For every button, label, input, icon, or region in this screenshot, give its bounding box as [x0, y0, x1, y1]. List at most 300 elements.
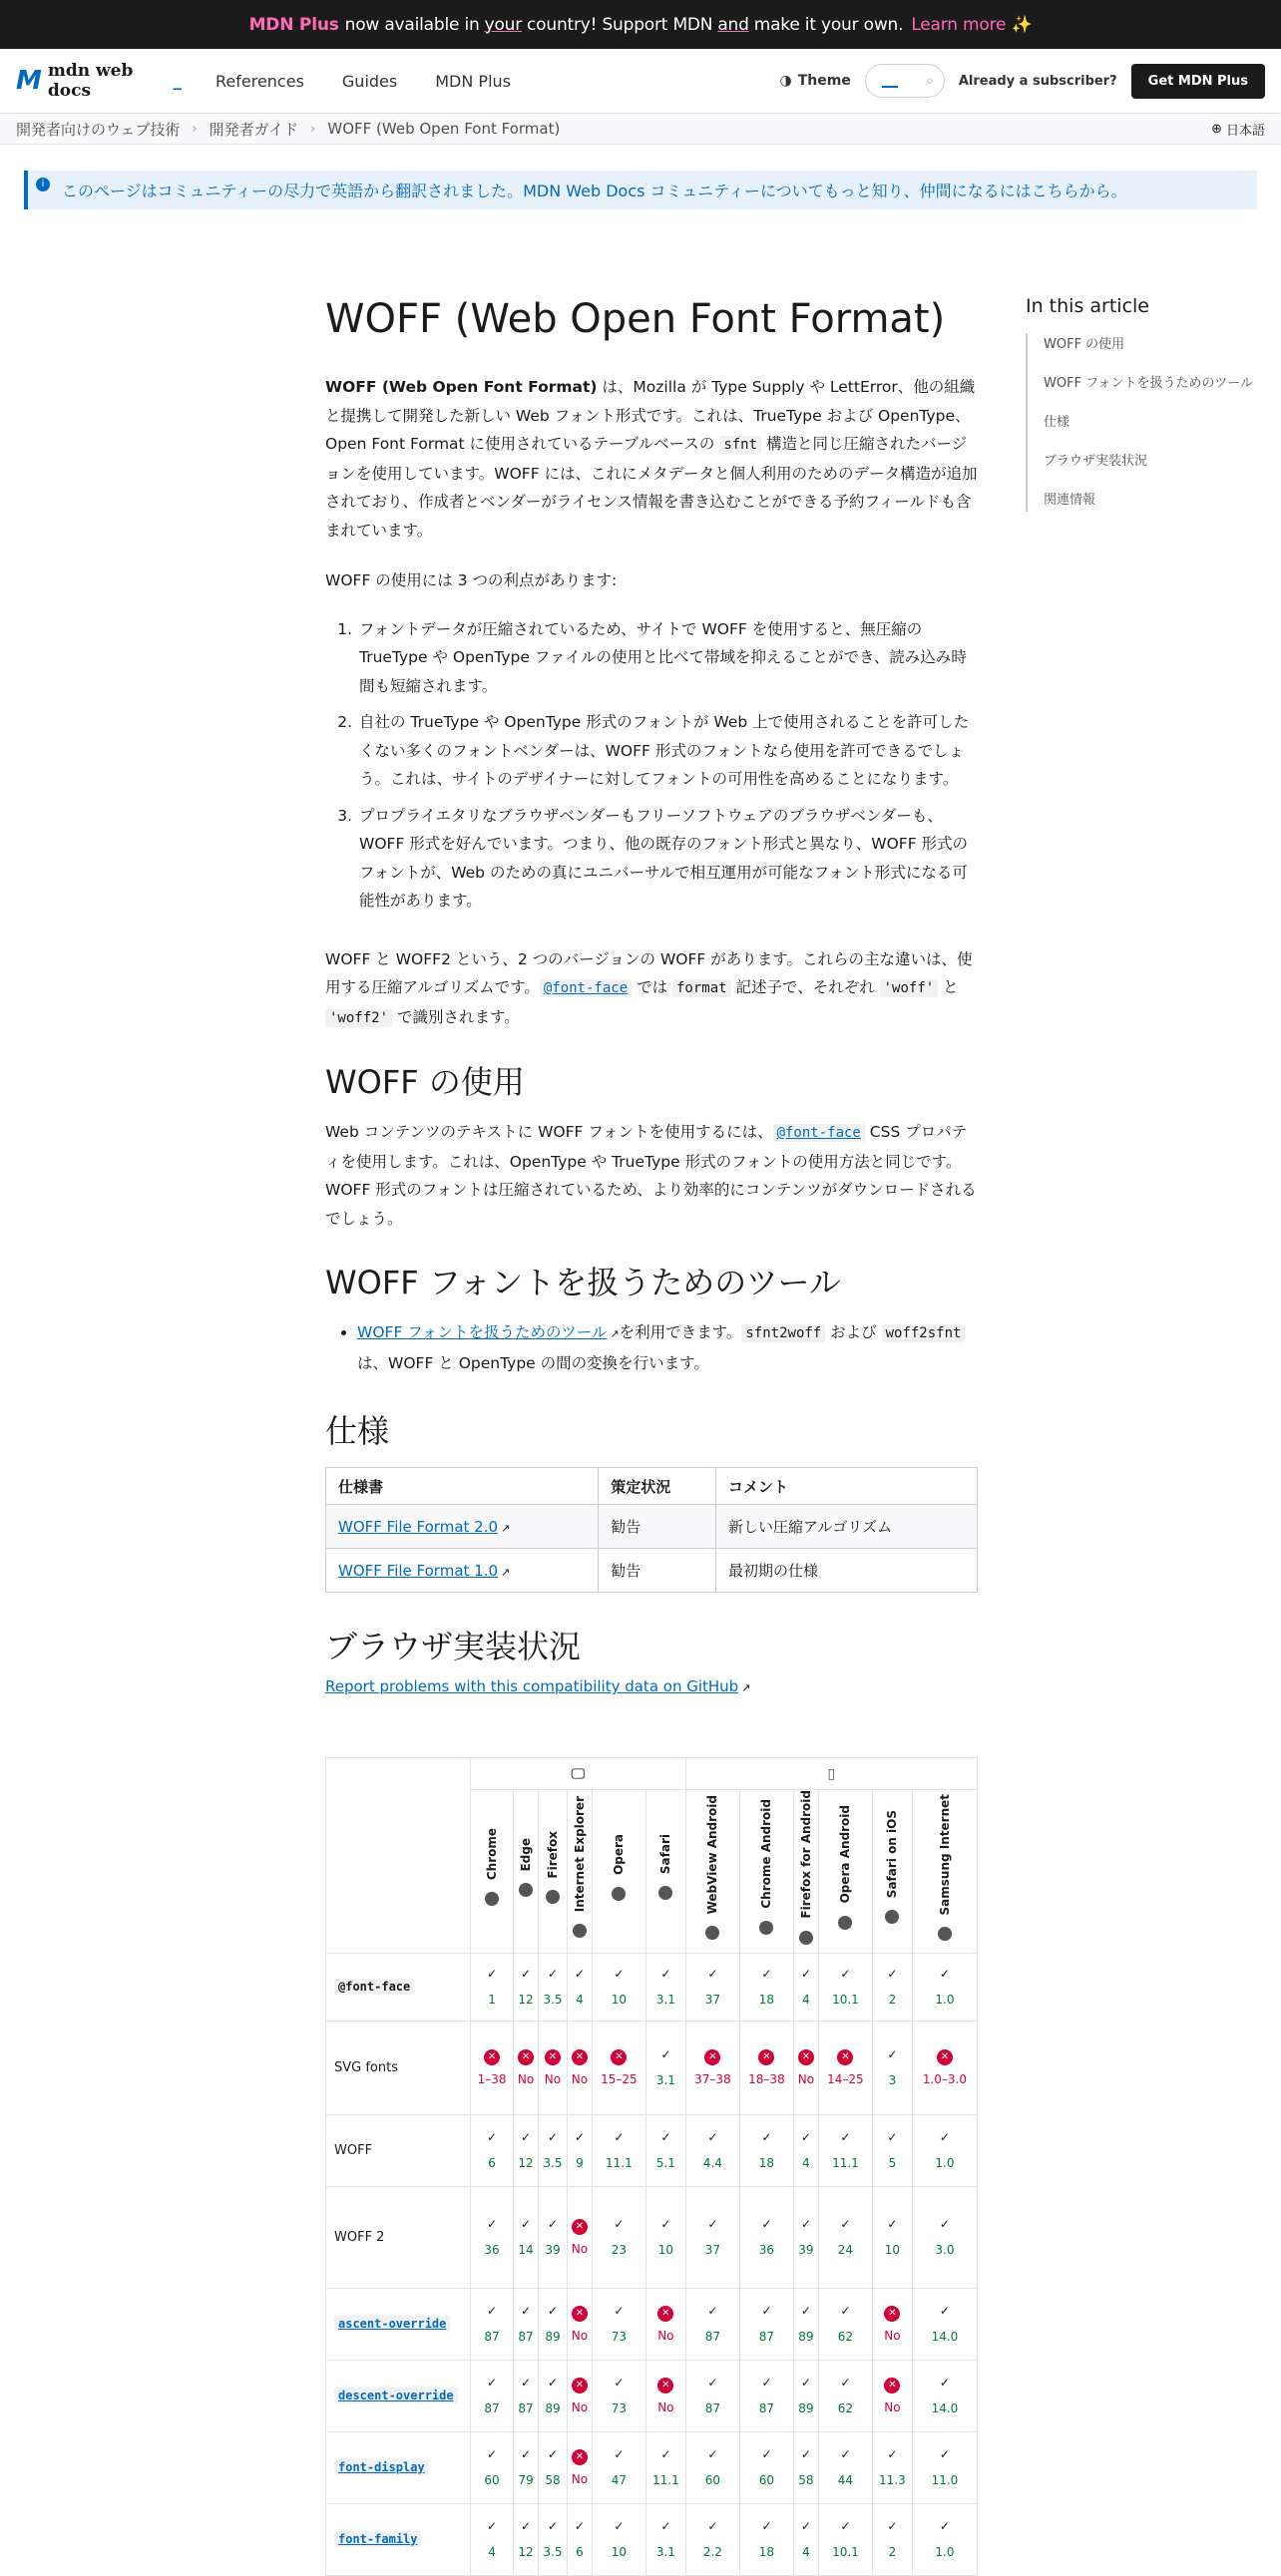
version-label: 10 — [611, 2545, 628, 2560]
check-icon: ✓ — [547, 2130, 558, 2145]
support-cell[interactable] — [872, 2431, 912, 2503]
banner-text: make it your own. — [753, 14, 904, 35]
spec-link[interactable]: WOFF File Format 1.0 — [338, 1561, 499, 1580]
version-label: 4 — [802, 2545, 810, 2560]
version-label: 2 — [888, 2545, 897, 2560]
feature-name[interactable]: descent-override — [334, 2388, 458, 2403]
browser-logo-icon — [705, 1926, 719, 1940]
spec-link[interactable]: WOFF File Format 2.0 — [338, 1517, 499, 1536]
heading-spec: 仕様 — [325, 1412, 390, 1450]
support-cell[interactable] — [739, 2288, 793, 2360]
support-cell[interactable] — [739, 2360, 793, 2431]
mdn-logo[interactable] — [16, 61, 182, 101]
feature-name[interactable]: font-display — [334, 2459, 429, 2475]
feature-name[interactable]: ascent-override — [334, 2316, 450, 2332]
toc-item[interactable]: WOFF の使用 — [1044, 337, 1125, 352]
font-face-link[interactable] — [773, 1123, 865, 1141]
support-cell[interactable] — [514, 2360, 539, 2431]
support-cell[interactable] — [471, 1953, 514, 2021]
version-label: 6 — [488, 2156, 496, 2171]
support-cell[interactable] — [514, 2503, 539, 2575]
check-icon: ✓ — [614, 2304, 625, 2319]
version-label: 9 — [576, 2156, 584, 2171]
check-icon: ✓ — [614, 1967, 625, 1982]
version-label: 1–38 — [477, 2072, 507, 2087]
check-icon: ✓ — [707, 2217, 718, 2232]
support-cell[interactable] — [592, 2021, 645, 2114]
support-cell[interactable] — [818, 2288, 872, 2360]
check-icon: ✓ — [840, 2217, 851, 2232]
version-label: 87 — [704, 2401, 720, 2416]
chevron-right-icon: › — [310, 121, 316, 137]
support-cell[interactable] — [539, 2114, 568, 2186]
table-of-contents — [1026, 295, 1265, 528]
support-cell[interactable] — [539, 2288, 568, 2360]
version-label: No — [884, 2400, 901, 2415]
support-cell[interactable] — [645, 2360, 685, 2431]
version-label: 14.0 — [931, 2330, 959, 2345]
support-cell[interactable] — [685, 2431, 739, 2503]
check-icon: ✓ — [521, 2304, 532, 2319]
version-label: 2.2 — [702, 2545, 722, 2560]
version-label: 73 — [611, 2330, 628, 2345]
browser-logo-icon — [485, 1892, 499, 1906]
check-icon: ✓ — [800, 2217, 811, 2232]
corner-cell — [326, 1758, 471, 1954]
link-code: @font-face — [773, 1124, 865, 1142]
check-icon: ✓ — [707, 2447, 718, 2462]
browser-header — [567, 1790, 592, 1954]
check-icon: ✓ — [840, 2519, 851, 2534]
support-cell[interactable] — [514, 2288, 539, 2360]
support-cell[interactable] — [645, 2021, 685, 2114]
support-cell[interactable] — [645, 2503, 685, 2575]
browser-header — [872, 1790, 912, 1954]
no-support-icon: ✕ — [518, 2049, 534, 2065]
external-link-icon: ↗ — [501, 1521, 511, 1535]
table-row — [326, 2360, 978, 2431]
support-cell[interactable] — [592, 2114, 645, 2186]
support-cell[interactable] — [793, 2021, 818, 2114]
version-label: 12 — [518, 2545, 534, 2560]
banner-and: and — [717, 14, 749, 35]
browser-name: Chrome — [485, 1828, 500, 1881]
version-label: 3.5 — [543, 2156, 563, 2171]
version-label: 62 — [837, 2401, 854, 2416]
support-cell[interactable] — [793, 2114, 818, 2186]
table-row — [326, 2186, 978, 2288]
version-label: 1.0–3.0 — [922, 2072, 968, 2087]
support-cell[interactable] — [685, 2186, 739, 2288]
check-icon: ✓ — [939, 2447, 950, 2462]
no-support-icon: ✕ — [937, 2049, 953, 2065]
support-cell[interactable] — [685, 2021, 739, 2114]
version-label: 14.0 — [931, 2401, 959, 2416]
sfnt2woff-code: sfnt2woff — [741, 1324, 825, 1342]
text: では — [632, 978, 672, 996]
check-icon: ✓ — [521, 2376, 532, 2391]
browser-name: Internet Explorer — [572, 1796, 587, 1913]
browser-name: Safari — [658, 1834, 673, 1875]
support-cell[interactable] — [539, 2186, 568, 2288]
check-icon: ✓ — [800, 2376, 811, 2391]
check-icon: ✓ — [939, 2130, 950, 2145]
support-cell[interactable] — [514, 2114, 539, 2186]
check-icon: ✓ — [887, 2217, 898, 2232]
version-label: 14 — [518, 2243, 534, 2258]
column-header: コメント — [716, 1468, 978, 1505]
support-cell[interactable] — [645, 2114, 685, 2186]
toc-item[interactable]: ブラウザ実装状況 — [1044, 454, 1148, 469]
nav-actions — [780, 64, 1265, 99]
support-cell[interactable] — [739, 2186, 793, 2288]
version-label: 3.5 — [543, 2545, 563, 2560]
support-cell[interactable] — [872, 2114, 912, 2186]
check-icon: ✓ — [521, 2217, 532, 2232]
support-cell[interactable] — [567, 2186, 592, 2288]
support-cell[interactable] — [685, 2360, 739, 2431]
theme-icon: ◑ — [779, 73, 792, 89]
check-icon: ✓ — [800, 2304, 811, 2319]
feature-cell[interactable] — [326, 2431, 471, 2503]
support-cell[interactable] — [912, 1953, 977, 2021]
check-icon: ✓ — [521, 2447, 532, 2462]
check-icon: ✓ — [887, 1967, 898, 1982]
text: Web コンテンツのテキストに WOFF フォントを使用するには、 — [325, 1123, 773, 1141]
version-label: 58 — [798, 2473, 814, 2488]
check-icon: ✓ — [939, 2519, 950, 2534]
support-cell[interactable] — [471, 2114, 514, 2186]
support-cell[interactable] — [645, 1953, 685, 2021]
version-label: 15–25 — [601, 2072, 638, 2087]
support-cell[interactable] — [685, 2114, 739, 2186]
using-paragraph — [325, 1118, 978, 1233]
support-cell[interactable] — [645, 2186, 685, 2288]
version-label: 62 — [837, 2330, 854, 2345]
support-cell[interactable] — [514, 2431, 539, 2503]
support-cell[interactable] — [471, 2186, 514, 2288]
table-row — [326, 1953, 978, 2021]
version-label: 87 — [518, 2401, 534, 2416]
toc-item[interactable]: 仕様 — [1044, 415, 1070, 430]
feature-cell — [326, 1953, 471, 2021]
browser-header — [471, 1790, 514, 1954]
support-cell[interactable] — [872, 2186, 912, 2288]
support-cell[interactable] — [592, 2360, 645, 2431]
support-cell[interactable] — [539, 2360, 568, 2431]
browser-name: Chrome Android — [759, 1799, 774, 1910]
nav-references[interactable]: References — [215, 71, 304, 91]
support-cell[interactable] — [567, 2114, 592, 2186]
support-cell[interactable] — [471, 2021, 514, 2114]
version-label: 89 — [545, 2330, 561, 2345]
browser-header — [818, 1790, 872, 1954]
check-icon: ✓ — [614, 2217, 625, 2232]
feature-cell[interactable] — [326, 2360, 471, 2431]
support-cell[interactable] — [567, 2021, 592, 2114]
version-label: 24 — [837, 2243, 854, 2258]
learn-more-link[interactable]: Learn more ✨ — [911, 14, 1033, 35]
support-cell[interactable] — [539, 2503, 568, 2575]
check-icon: ✓ — [547, 2519, 558, 2534]
support-cell[interactable] — [818, 1953, 872, 2021]
support-cell[interactable] — [539, 2021, 568, 2114]
check-icon: ✓ — [487, 1967, 498, 1982]
feature-cell[interactable] — [326, 2503, 471, 2575]
support-cell[interactable] — [872, 1953, 912, 2021]
check-icon: ✓ — [614, 2519, 625, 2534]
support-cell[interactable] — [592, 2503, 645, 2575]
check-icon: ✓ — [660, 2217, 671, 2232]
support-cell[interactable] — [872, 2021, 912, 2114]
check-icon: ✓ — [761, 2130, 772, 2145]
support-cell[interactable] — [793, 2503, 818, 2575]
breadcrumb-item[interactable]: 開発者向けのウェブ技術 — [16, 120, 181, 139]
version-label: 60 — [484, 2473, 500, 2488]
version-label: 3.0 — [935, 2243, 955, 2258]
check-icon: ✓ — [521, 1967, 532, 1982]
support-cell[interactable] — [539, 1953, 568, 2021]
support-cell[interactable] — [912, 2021, 977, 2114]
no-support-icon: ✕ — [798, 2049, 814, 2065]
check-icon: ✓ — [939, 2376, 950, 2391]
heading-compat: ブラウザ実装状況 — [325, 1628, 582, 1665]
support-cell[interactable] — [872, 2360, 912, 2431]
support-cell[interactable] — [514, 2186, 539, 2288]
support-cell[interactable] — [539, 2431, 568, 2503]
version-label: 87 — [758, 2330, 775, 2345]
check-icon: ✓ — [521, 2130, 532, 2145]
column-header: 仕様書 — [326, 1468, 599, 1505]
support-cell[interactable] — [793, 2360, 818, 2431]
get-mdn-plus-button[interactable]: Get MDN Plus — [1131, 64, 1265, 99]
version-label: 87 — [704, 2330, 720, 2345]
feature-name[interactable]: font-family — [334, 2531, 421, 2547]
support-cell[interactable] — [739, 1953, 793, 2021]
check-icon: ✓ — [761, 2447, 772, 2462]
support-cell[interactable] — [818, 2431, 872, 2503]
support-cell[interactable] — [912, 2360, 977, 2431]
browser-logo-icon — [573, 1924, 587, 1938]
notice-text[interactable]: このページはコミュニティーの尽力で英語から翻訳されました。MDN Web Docs コミュニティーについてもっと知り、仲間になるにはこちらから。 — [62, 182, 1127, 200]
feature-name: @font-face — [334, 1979, 414, 1995]
sfnt-code: sfnt — [719, 436, 761, 454]
version-label: 87 — [484, 2330, 500, 2345]
support-cell[interactable] — [514, 2021, 539, 2114]
browser-name: Opera Android — [838, 1805, 853, 1904]
support-cell[interactable] — [739, 2503, 793, 2575]
breadcrumb-item[interactable]: WOFF (Web Open Font Format) — [327, 120, 561, 138]
check-icon: ✓ — [521, 2519, 532, 2534]
version-label: 36 — [758, 2243, 775, 2258]
nav-mdn-plus[interactable]: MDN Plus — [435, 71, 511, 91]
check-icon: ✓ — [614, 2130, 625, 2145]
version-label: 4 — [802, 1993, 810, 2008]
check-icon: ✓ — [614, 2447, 625, 2462]
version-label: 47 — [611, 2473, 628, 2488]
check-icon: ✓ — [660, 1967, 671, 1982]
support-cell[interactable] — [514, 1953, 539, 2021]
check-icon: ✓ — [574, 2519, 585, 2534]
browser-name: Opera — [612, 1833, 627, 1875]
comment-cell: 新しい圧縮アルゴリズム — [716, 1505, 978, 1549]
support-cell[interactable] — [471, 2503, 514, 2575]
subscriber-login-link[interactable]: Already a subscriber? — [958, 73, 1117, 89]
report-problems-link[interactable]: Report problems with this compatibility data on GitHub — [325, 1677, 739, 1695]
browser-header — [539, 1790, 568, 1954]
check-icon: ✓ — [660, 2047, 671, 2062]
support-cell[interactable] — [793, 1953, 818, 2021]
version-label: 3 — [888, 2073, 897, 2088]
version-label: 39 — [798, 2243, 814, 2258]
version-label: 60 — [704, 2473, 720, 2488]
toc-item[interactable]: 関連情報 — [1044, 493, 1096, 508]
check-icon: ✓ — [487, 2304, 498, 2319]
version-label: 5.1 — [655, 2156, 675, 2171]
banner-plus-label: MDN Plus — [248, 14, 339, 35]
version-label: 10 — [611, 1993, 628, 2008]
support-cell[interactable] — [912, 2114, 977, 2186]
support-cell[interactable] — [567, 2360, 592, 2431]
tools-link[interactable]: WOFF フォントを扱うためのツール — [357, 1323, 608, 1341]
browser-logo-icon — [799, 1931, 813, 1945]
benefits-intro: WOFF の使用には 3 つの利点があります: — [325, 571, 618, 589]
support-cell[interactable] — [471, 2431, 514, 2503]
tools-list — [357, 1318, 978, 1377]
version-label: 3.1 — [655, 2073, 675, 2088]
spec-table — [325, 1467, 978, 1593]
support-cell[interactable] — [872, 2503, 912, 2575]
version-label: 36 — [484, 2243, 500, 2258]
support-cell[interactable] — [818, 2360, 872, 2431]
support-cell[interactable] — [818, 2114, 872, 2186]
no-support-icon: ✕ — [572, 2219, 588, 2235]
version-label: 89 — [545, 2401, 561, 2416]
theme-label: Theme — [797, 73, 851, 89]
comment-cell: 最初期の仕様 — [716, 1549, 978, 1593]
support-cell[interactable] — [567, 1953, 592, 2021]
version-label: 4 — [488, 2545, 496, 2560]
support-cell[interactable] — [471, 2288, 514, 2360]
version-label: 18 — [758, 2156, 775, 2171]
support-cell[interactable] — [567, 2288, 592, 2360]
support-cell[interactable] — [912, 2503, 977, 2575]
support-cell[interactable] — [818, 2021, 872, 2114]
list-item: 1. フォントデータが圧縮されているため、サイトで WOFF を使用すると、無圧縮の TrueType や OpenType ファイルの使用と比べて帯域を抑えることができ、読み込み時間も短縮されます。 — [357, 615, 978, 701]
support-cell[interactable] — [793, 2288, 818, 2360]
support-cell[interactable] — [912, 2288, 977, 2360]
version-label: 87 — [758, 2401, 775, 2416]
version-label: 37 — [704, 1993, 720, 2008]
column-header: 策定状況 — [599, 1468, 716, 1505]
platform-row — [326, 1758, 978, 1790]
support-cell[interactable] — [793, 2186, 818, 2288]
version-label: 11.0 — [931, 2473, 959, 2488]
support-cell[interactable] — [793, 2431, 818, 2503]
browser-header — [739, 1790, 793, 1954]
banner-text: now available in — [344, 14, 480, 35]
breadcrumb-item[interactable]: 開発者ガイド — [209, 120, 299, 139]
status-cell: 勧告 — [599, 1505, 716, 1549]
check-icon: ✓ — [840, 2130, 851, 2145]
table-row — [326, 2503, 978, 2575]
support-cell[interactable] — [872, 2288, 912, 2360]
version-label: 4.4 — [702, 2156, 722, 2171]
support-cell[interactable] — [592, 2186, 645, 2288]
browser-name: Safari on iOS — [885, 1810, 900, 1899]
no-support-icon: ✕ — [657, 2306, 673, 2322]
support-cell[interactable] — [471, 2360, 514, 2431]
version-label: No — [571, 2472, 589, 2487]
feature-cell[interactable] — [326, 2288, 471, 2360]
support-cell[interactable] — [739, 2431, 793, 2503]
feature-cell — [326, 2114, 471, 2186]
browser-logo-icon — [612, 1887, 626, 1901]
version-label: 39 — [545, 2243, 561, 2258]
no-support-icon: ✕ — [572, 2306, 588, 2322]
support-cell[interactable] — [818, 2503, 872, 2575]
version-label: No — [571, 2072, 589, 2087]
theme-button[interactable] — [780, 73, 851, 89]
support-cell[interactable] — [818, 2186, 872, 2288]
version-label: No — [517, 2072, 535, 2087]
version-label: No — [657, 2329, 674, 2344]
browser-header — [514, 1790, 539, 1954]
browser-logo-icon — [546, 1890, 560, 1904]
support-cell[interactable] — [645, 2288, 685, 2360]
woff2sfnt-code: woff2sfnt — [882, 1324, 966, 1342]
nav-guides[interactable]: Guides — [341, 71, 398, 91]
check-icon: ✓ — [939, 2217, 950, 2232]
version-label: 73 — [611, 2401, 628, 2416]
support-cell[interactable] — [912, 2431, 977, 2503]
check-icon: ✓ — [487, 2376, 498, 2391]
support-cell[interactable] — [592, 2431, 645, 2503]
mdn-plus-banner — [0, 0, 1281, 49]
versions-paragraph — [325, 945, 978, 1033]
support-cell[interactable] — [739, 2114, 793, 2186]
version-label: No — [571, 2329, 589, 2344]
browser-header — [912, 1790, 977, 1954]
check-icon: ✓ — [761, 2519, 772, 2534]
heading-tools: WOFF フォントを扱うためのツール — [325, 1264, 841, 1301]
no-support-icon: ✕ — [758, 2049, 774, 2065]
support-cell[interactable] — [592, 2288, 645, 2360]
feature-cell — [326, 2021, 471, 2114]
check-icon: ✓ — [707, 1967, 718, 1982]
browser-name: Firefox — [545, 1830, 560, 1879]
check-icon: ✓ — [840, 2376, 851, 2391]
toc-item[interactable]: WOFF フォントを扱うためのツール — [1044, 376, 1254, 391]
support-cell[interactable] — [685, 2503, 739, 2575]
support-cell[interactable] — [912, 2186, 977, 2288]
support-cell[interactable] — [645, 2431, 685, 2503]
check-icon: ✓ — [840, 1967, 851, 1982]
support-cell[interactable] — [739, 2021, 793, 2114]
language-switcher[interactable] — [1211, 120, 1265, 139]
search-input[interactable] — [865, 64, 945, 98]
support-cell[interactable] — [567, 2431, 592, 2503]
font-face-link[interactable] — [540, 978, 632, 996]
check-icon: ✓ — [887, 2130, 898, 2145]
support-cell[interactable] — [685, 1953, 739, 2021]
support-cell[interactable] — [685, 2288, 739, 2360]
globe-icon: ⊕ — [1211, 121, 1222, 137]
check-icon: ✓ — [800, 2130, 811, 2145]
version-label: 12 — [518, 1993, 534, 2008]
support-cell[interactable] — [592, 1953, 645, 2021]
support-cell[interactable] — [567, 2503, 592, 2575]
